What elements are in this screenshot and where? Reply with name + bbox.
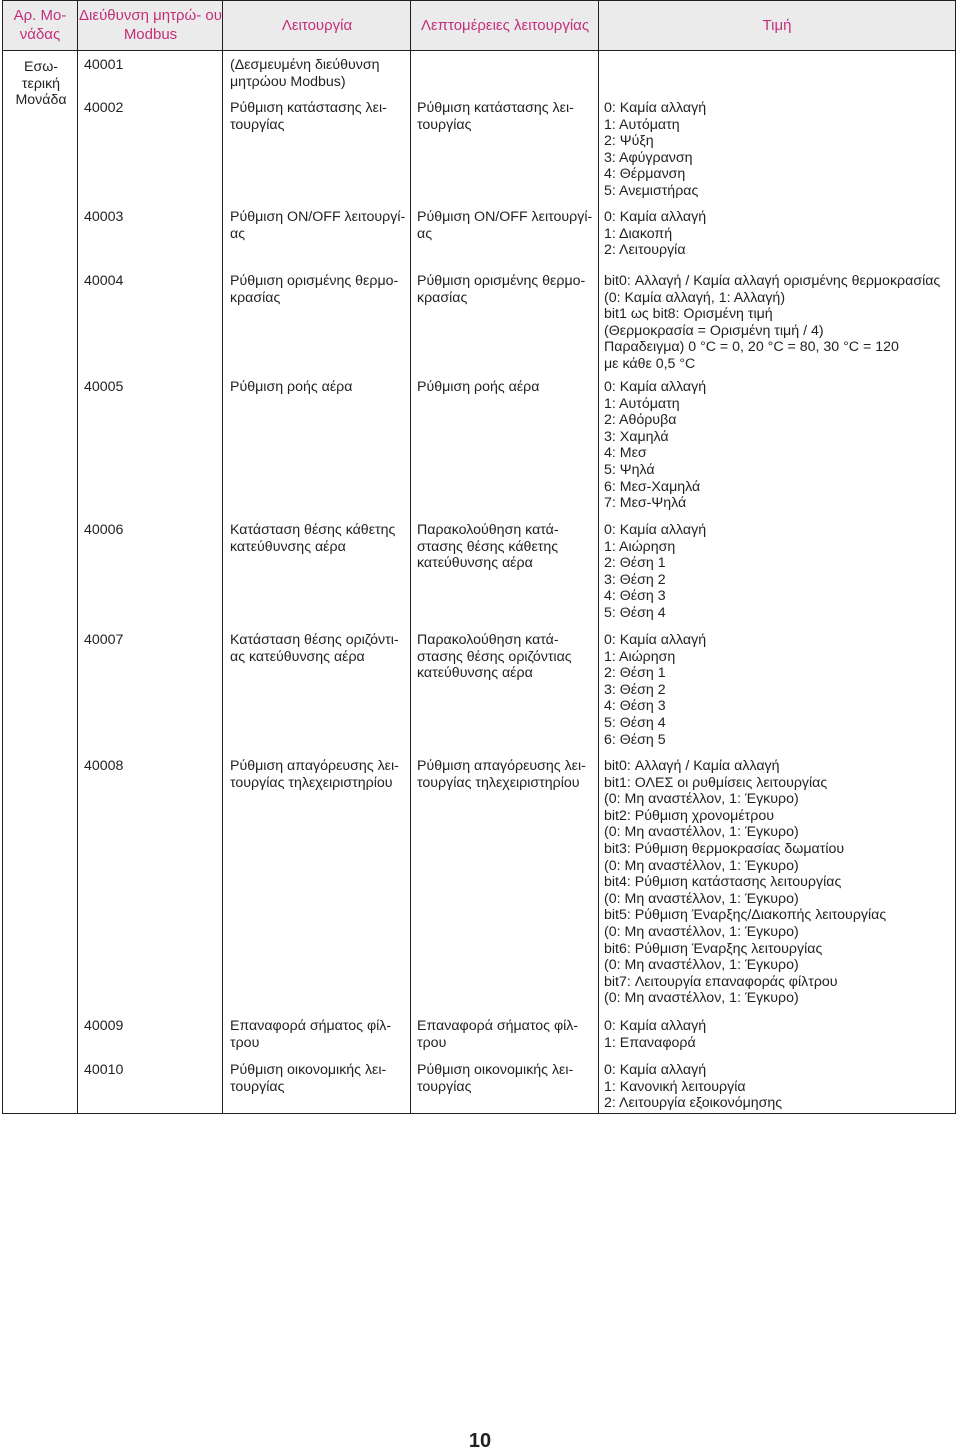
function-name: Ρύθμιση ON/OFF λειτουργί- ας <box>230 209 406 242</box>
register-address: 40004 <box>84 273 124 289</box>
function-name: Κατάσταση θέσης οριζόντι- ας κατεύθυνσης αέρα <box>230 632 399 665</box>
value-description: 0: Καμία αλλαγή 1: Αυτόματη 2: Αθόρυβα 3: Χαμηλά 4: Μεσ 5: Ψηλά 6: Μεσ-Χαμηλά 7: Μεσ-Ψηλά <box>604 379 707 512</box>
function-name: Επαναφορά σήματος φίλ- τρου <box>230 1018 392 1051</box>
header-unit: Αρ. Μο- νάδας <box>13 7 67 43</box>
column-divider <box>77 1 78 1113</box>
value-description: 0: Καμία αλλαγή 1: Αυτόματη 2: Ψύξη 3: Αφύγρανση 4: Θέρμανση 5: Ανεμιστήρας <box>604 100 707 199</box>
function-details: Ρύθμιση οικονομικής λει- τουργίας <box>417 1062 574 1095</box>
function-details: Παρακολούθηση κατά- στασης θέσης κάθετης κατεύθυνσης αέρα <box>417 522 559 572</box>
header-address: Διεύθυνση μητρώ- ου Modbus <box>79 7 222 43</box>
function-details: Ρύθμιση ορισμένης θερμο- κρασίας <box>417 273 586 306</box>
register-address: 40010 <box>84 1062 124 1078</box>
function-name: Ρύθμιση απαγόρευσης λει- τουργίας τηλεχειριστηρίου <box>230 758 399 791</box>
modbus-register-table <box>2 0 956 1114</box>
function-details: Παρακολούθηση κατά- στασης θέσης οριζόντιας κατεύθυνσης αέρα <box>417 632 572 682</box>
register-address: 40007 <box>84 632 124 648</box>
register-address: 40008 <box>84 758 124 774</box>
value-description: bit0: Αλλαγή / Καμία αλλαγή bit1: ΟΛΕΣ οι ρυθμίσεις λειτουργίας (0: Μη αναστέλλον, 1: Έγκυρο) bit2: Ρύθμιση χρονομέτρου (0: Μη αναστέλλον, 1: Έγκυρο) bit3: Ρύθμιση θερμοκρασίας δωματίου (0: Μη αναστέλλον, 1: Έγκυρο) bit4: Ρύθμιση κατάστασης λειτουργίας (0: Μη αναστέλλον, 1: Έγκυρο) bit5: Ρύθμιση Έναρξης/Διακοπής λειτουργίας (0: Μη αναστέλλον, 1: Έγκυρο) bit6: Ρύθμιση Έναρξης λειτουργίας (0: Μη αναστέλλον, 1: Έγκυρο) bit7: Λειτουργία επαναφοράς φίλτρου (0: Μη αναστέλλον, 1: Έγκυρο) <box>604 758 887 1007</box>
column-divider <box>222 1 223 1113</box>
header-details: Λεπτομέρειες λειτουργίας <box>420 16 590 34</box>
register-address: 40003 <box>84 209 124 225</box>
register-address: 40005 <box>84 379 124 395</box>
function-name: (Δεσμευμένη διεύθυνση μητρώου Modbus) <box>230 57 380 90</box>
value-description: 0: Καμία αλλαγή 1: Επαναφορά <box>604 1018 707 1051</box>
value-description: bit0: Αλλαγή / Καμία αλλαγή ορισμένης θερμοκρασίας (0: Καμία αλλαγή, 1: Αλλαγή) bit1 ως bit8: Ορισμένη τιμή (Θερμοκρασία = Ορισμένη τιμή / 4) Παραδειγμα) 0 °C = 0, 20 °C = 80, 30 °C = 120 με κάθε 0,5 °C <box>604 273 941 372</box>
register-address: 40009 <box>84 1018 124 1034</box>
page-number: 10 <box>468 1430 492 1452</box>
register-address: 40002 <box>84 100 124 116</box>
value-description: 0: Καμία αλλαγή 1: Αιώρηση 2: Θέση 1 3: Θέση 2 4: Θέση 3 5: Θέση 4 <box>604 522 707 621</box>
function-name: Ρύθμιση ορισμένης θερμο- κρασίας <box>230 273 399 306</box>
function-name: Ρύθμιση κατάστασης λει- τουργίας <box>230 100 387 133</box>
value-description: 0: Καμία αλλαγή 1: Αιώρηση 2: Θέση 1 3: Θέση 2 4: Θέση 3 5: Θέση 4 6: Θέση 5 <box>604 632 707 748</box>
column-divider <box>410 1 411 1113</box>
column-divider <box>598 1 599 1113</box>
value-description: 0: Καμία αλλαγή 1: Κανονική λειτουργία 2: Λειτουργία εξοικονόμησης <box>604 1062 783 1112</box>
table-header <box>3 1 955 51</box>
function-name: Κατάσταση θέσης κάθετης κατεύθυνσης αέρα <box>230 522 396 555</box>
function-details: Ρύθμιση ροής αέρα <box>417 379 540 395</box>
function-name: Ρύθμιση ροής αέρα <box>230 379 353 395</box>
function-name: Ρύθμιση οικονομικής λει- τουργίας <box>230 1062 387 1095</box>
function-details: Ρύθμιση ON/OFF λειτουργί- ας <box>417 209 593 242</box>
header-function: Λειτουργία <box>281 16 353 34</box>
value-description: 0: Καμία αλλαγή 1: Διακοπή 2: Λειτουργία <box>604 209 707 259</box>
function-details: Ρύθμιση απαγόρευσης λει- τουργίας τηλεχειριστηρίου <box>417 758 586 791</box>
header-value: Τιμή <box>762 16 792 34</box>
register-address: 40006 <box>84 522 124 538</box>
function-details: Ρύθμιση κατάστασης λει- τουργίας <box>417 100 574 133</box>
function-details: Επαναφορά σήματος φίλ- τρου <box>417 1018 579 1051</box>
register-address: 40001 <box>84 57 124 73</box>
indoor-unit-label: Εσω- τερική Μονάδα <box>15 59 67 109</box>
